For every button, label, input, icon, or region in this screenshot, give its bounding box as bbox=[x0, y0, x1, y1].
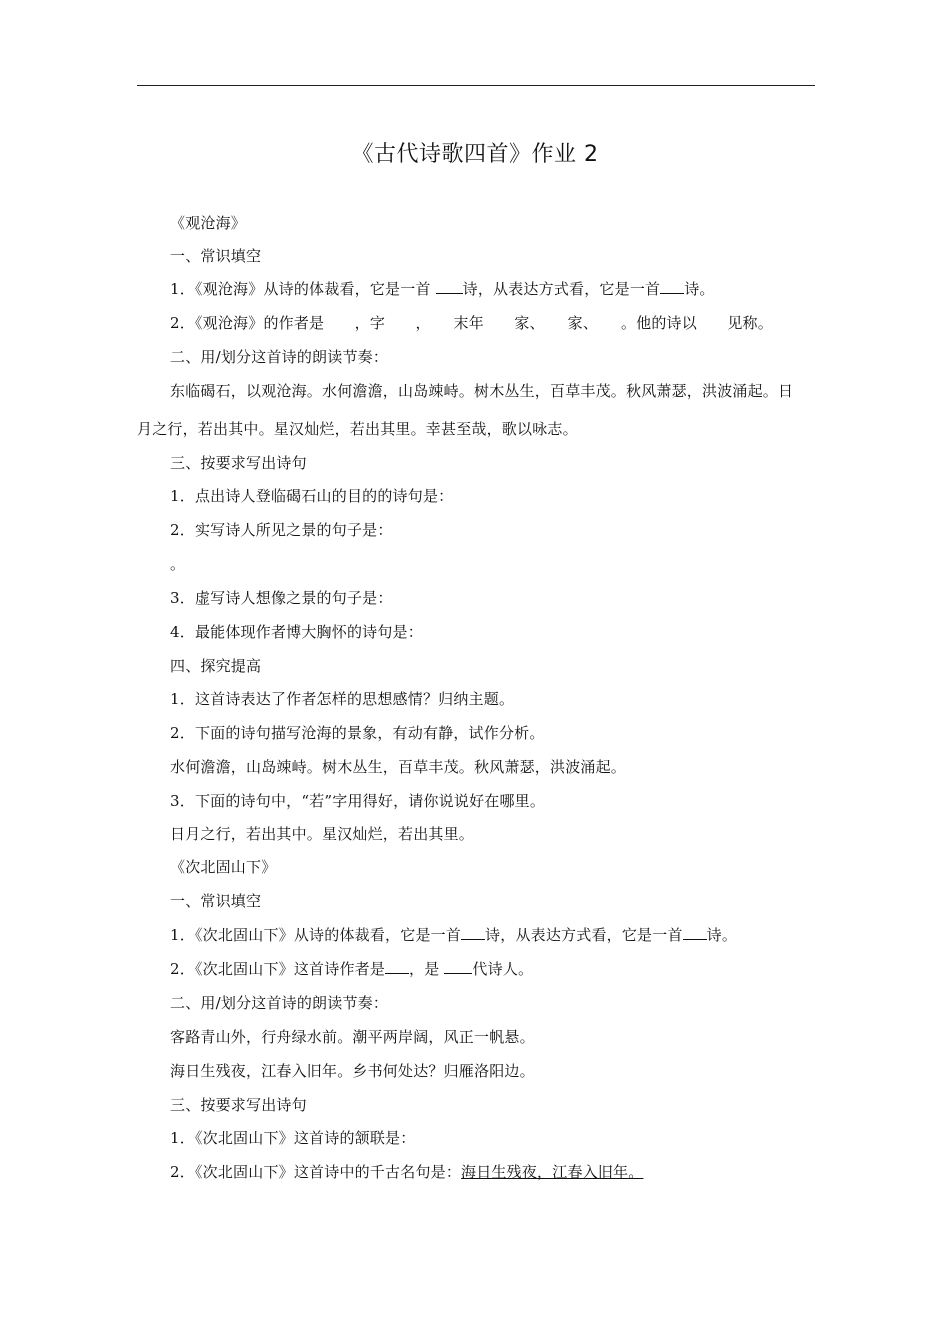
section-heading: 四、探究提高 bbox=[170, 657, 262, 675]
question-2: 2．《观沧海》的作者是 ，字 ， 末年 家、 家、 。他的诗以 见称。 bbox=[170, 314, 773, 332]
question-2: 2．《次北固山下》这首诗作者是 ，是 代诗人。 bbox=[170, 960, 534, 978]
answer-blank[interactable] bbox=[436, 279, 463, 294]
explore-question-1: 1．这首诗表达了作者怎样的思想感情？归纳主题。 bbox=[170, 690, 515, 708]
question-1: 1．《次北固山下》从诗的体裁看，它是一首 诗，从表达方式看，它是一首 诗。 bbox=[170, 926, 738, 944]
explore-question-3: 3．下面的诗句中，“若”字用得好，请你说说好在哪里。 bbox=[170, 792, 546, 810]
answer-blank[interactable] bbox=[660, 279, 684, 294]
answer-end-mark: 。 bbox=[170, 555, 186, 573]
page-title: 《古代诗歌四首》作业 2 bbox=[351, 142, 599, 167]
section-heading: 二、用/划分这首诗的朗读节奏： bbox=[170, 348, 389, 366]
requirement-1: 1．《次北固山下》这首诗的颔联是： bbox=[170, 1129, 416, 1147]
quoted-poem-lines: 水何澹澹，山岛竦峙。树木丛生，百草丰茂。秋风萧瑟，洪波涌起。 bbox=[170, 758, 627, 776]
requirement-3: 3．虚写诗人想像之景的句子是： bbox=[170, 589, 393, 607]
requirement-4: 4．最能体现作者博大胸怀的诗句是： bbox=[170, 623, 423, 641]
section-heading: 三、按要求写出诗句 bbox=[170, 1096, 307, 1114]
poem-text: 海日生残夜，江春入旧年。乡书何处达？归雁洛阳边。 bbox=[170, 1062, 535, 1080]
header-rule bbox=[137, 85, 815, 86]
section-heading: 三、按要求写出诗句 bbox=[170, 454, 307, 472]
underlined-answer: 海日生残夜，江春入旧年。 bbox=[461, 1163, 644, 1181]
question-1: 1．《观沧海》从诗的体裁看，它是一首 诗，从表达方式看，它是一首 诗。 bbox=[170, 280, 715, 298]
explore-question-2: 2．下面的诗句描写沧海的景象，有动有静，试作分析。 bbox=[170, 724, 545, 742]
requirement-2: 2．《次北固山下》这首诗中的千古名句是：海日生残夜，江春入旧年。 bbox=[170, 1163, 644, 1181]
answer-blank[interactable] bbox=[683, 925, 707, 940]
section-heading: 一、常识填空 bbox=[170, 247, 262, 265]
poem-text: 东临碣石，以观沧海。水何澹澹，山岛竦峙。树木丛生，百草丰茂。秋风萧瑟，洪波涌起。日 bbox=[170, 382, 794, 400]
section-heading: 二、用/划分这首诗的朗读节奏： bbox=[170, 994, 389, 1012]
requirement-1: 1．点出诗人登临碣石山的目的的诗句是： bbox=[170, 487, 454, 505]
poem-text: 月之行，若出其中。星汉灿烂，若出其里。幸甚至哉，歌以咏志。 bbox=[137, 420, 578, 438]
requirement-2: 2．实写诗人所见之景的句子是： bbox=[170, 521, 393, 539]
answer-blank[interactable] bbox=[461, 925, 485, 940]
answer-blank[interactable] bbox=[385, 959, 409, 974]
poem-title-guancanghai: 《观沧海》 bbox=[170, 214, 247, 232]
section-heading: 一、常识填空 bbox=[170, 892, 262, 910]
quoted-poem-lines: 日月之行，若出其中。星汉灿烂，若出其里。 bbox=[170, 825, 475, 843]
answer-blank[interactable] bbox=[444, 959, 472, 974]
poem-title-cibeigushanxia: 《次北固山下》 bbox=[170, 858, 277, 876]
poem-text: 客路青山外，行舟绿水前。潮平两岸阔，风正一帆悬。 bbox=[170, 1028, 535, 1046]
